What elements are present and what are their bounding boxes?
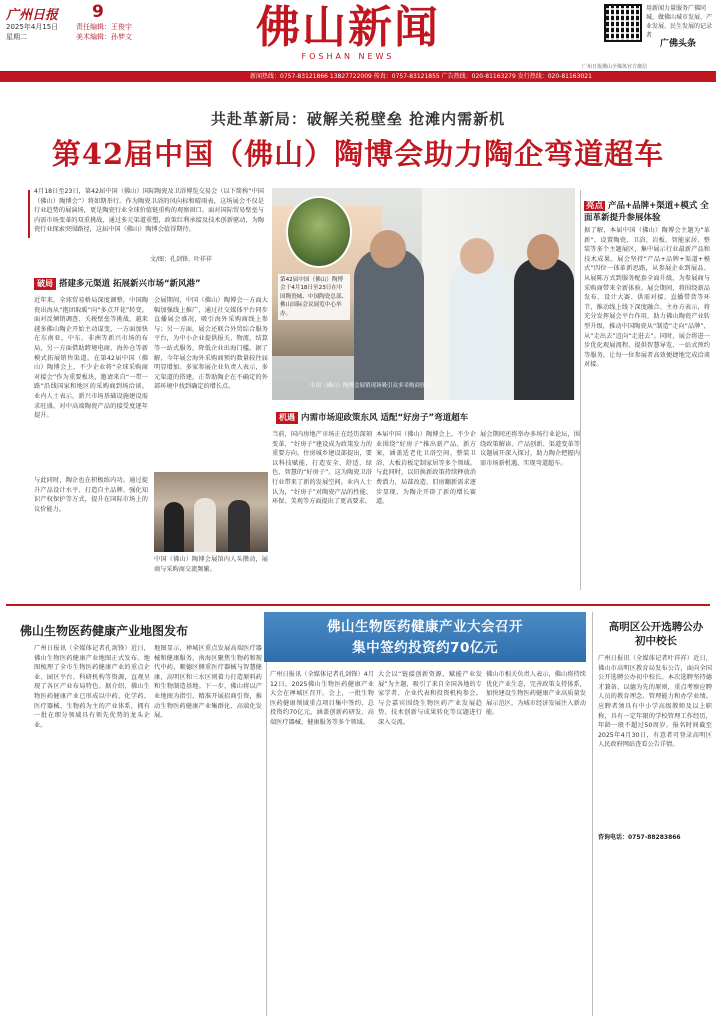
qr-description: 用新闻力量服务广佛同城，做佛山城市发展、产业发展、民生发展的记录者 [646, 5, 713, 39]
expo-hall-photo[interactable] [154, 472, 268, 552]
photo-person [164, 502, 184, 552]
article-column: 广州日报讯（全媒体记者叶祥祥）近日，佛山市高明区教育局发布公告，面向全国公开选聘公办初中校长。本次选聘坚持德才兼备、以德为先的原则，重点考察应聘人员的教育理念、管理能力和办学业绩。应聘者须具有中小学高级教师及以上职称，具有一定年限的学校管理工作经历，年龄一般不超过50周岁。报名时间截至2025年4月30日，有意者可登录高明区人民政府网站查看公告详情。 [598, 655, 712, 749]
photo-person [450, 260, 510, 400]
section-heading-breakthrough [34, 278, 268, 290]
inset-photo-caption: 第42届中国（佛山）陶博会于4月18日至23日在中国陶瓷城、中国陶瓷总部、佛山国际会议展览中心举办。 [278, 274, 350, 320]
article-column: 会展期间，中国（佛山）陶博会一方面大幅加强线上推广，通过社交媒体平台同步直播展会盛况，吸引海外采购商线上参与；另一方面，展会还联合外贸综合服务平台，为中小企业提供报关、物流、结算等一站式服务，降低企业出海门槛。据了解，今年展会海外采购商预约数量较往届明显增加。多家参展企业负责人表示，多元渠道的搭建，正帮助陶企在不确定的外部环境中找到确定的增长点。 [154, 297, 268, 391]
photo-person [228, 500, 250, 552]
section-title: 内需市场迎政策东风 适配“好房子”弯道超车 [301, 413, 469, 423]
lead-photo[interactable] [272, 188, 575, 400]
lead-paragraph: 4月18日至23日，第42届中国（佛山）国际陶瓷及卫浴博览交易会（以下简称“中国（佛山）陶博会”）将如期举行。作为陶瓷卫浴的风向标和晴雨表，这场展会不仅是行业趋势的展演场，更是陶瓷行业全球价值链重构的观察窗口。面对国际贸易壁垒与内需市场变革的双重挑战，通过多元渠道重塑，政策红利承接及技术创新驱动，为陶瓷行业探索突围路径，这届中国（佛山）陶博会值得期待。 [34, 188, 264, 234]
article-column: 展会期间还将举办多场行业论坛，围绕政策解读、产品创新、渠道变革等议题展开深入探讨，助力陶企把握内需市场新机遇，实现弯道超车。 [480, 431, 580, 467]
section-heading-opportunity [276, 412, 576, 424]
sidebar-text: 据了解，本届中国（佛山）陶博会主题为“革新”，设置陶瓷、卫浴、岩板、智能家居、整装等多个主题展区，集中展示行业最新产品和技术成果。展会坚持“产品+品牌+渠道+模式”四位一体革新思路，从参展企业到展品、从展陈方式到服务配套全面升级，为参展商与采购商带来全新体验。展会期间，将围绕新品发布、设计大赛、供需对接、直播带货等环节，推动线上线下深度融合。主办方表示，将充分发挥展会平台作用，助力佛山陶瓷产业转型升级，推动中国陶瓷从“制造”走向“品牌”，从“走出去”迈向“走进去”。同时，展会将进一步优化观展流程，提供智慧导览、一站式预约等服务，让每一位参展者高效便捷地完成洽谈对接。 [584, 227, 710, 369]
article-column: 广州日报讯（全媒体记者孔剑锋）近日，佛山生物医药健康产业地图正式发布。地图梳理了全市生物医药健康产业的重点企业、园区平台、科研机构等资源，直观呈现了各区产业布局特色。据介绍，佛山生物医药健康产业已形成以中药、化学药、医疗器械、生物药为主的产业体系，拥有一批在细分领域具有领先优势的龙头企业。 [34, 645, 150, 729]
paper-logo: 广州日报 [6, 8, 59, 23]
editor-line: 责任编辑：王俊宇 [76, 23, 132, 31]
photo-person-head [370, 230, 406, 268]
column-divider [592, 612, 593, 1016]
qr-code-pattern [606, 6, 640, 40]
editor-line: 美术编辑：孙梦文 [76, 33, 132, 41]
lead-headline: 第42届中国（佛山）陶博会助力陶企弯道超车 [51, 137, 665, 171]
section-tag: 破局 [34, 278, 56, 290]
section-pinyin: FOSHAN NEWS [301, 52, 395, 61]
column-divider [266, 612, 267, 1016]
article-column: 地图显示，禅城区重点发展高端医疗器械和健康服务，南海区聚焦生物药和现代中药，顺德区侧重医疗器械与智慧健康，高明区和三水区则着力打造原料药和生物制造基地。下一步，佛山将以产业地图为指引，精准开展招商引资，推动生物医药健康产业集群化、高端化发展。 [154, 645, 262, 720]
section-divider [6, 604, 710, 606]
story-banner[interactable] [264, 612, 586, 662]
sidebar-title: 产品+品牌+渠道+模式 全面革新提升参展体验 [584, 201, 709, 223]
article-column: 当前，国内房地产市场正在经历深刻变革，“好房子”建设成为政策发力的重要方向。住房城乡建设部提出，要以科技赋能，打造安全、舒适、绿色、智慧的“好房子”。这为陶瓷卫浴行业带来了新的发展空间。业内人士认为，“好房子”对陶瓷产品的性能、环保、美观等方面提出了更高要求。 [272, 431, 372, 506]
dateline [6, 22, 58, 42]
qr-account-name: 广佛头条 [660, 39, 697, 49]
photo-person-head [460, 238, 494, 274]
article-column: 大会以“链接创新资源，赋能产业发展”为主题，吸引了来自全国各地的专家学者、企业代表和投资机构参会。与会嘉宾围绕生物医药产业发展趋势、技术创新与成果转化等议题进行深入交流。 [378, 671, 482, 726]
inset-photo [286, 196, 352, 268]
editor-credits [76, 22, 132, 42]
photo-person-head [527, 234, 559, 270]
lead-accent-rule [28, 190, 30, 238]
masthead [0, 0, 716, 72]
section-title: 佛山新闻 [256, 2, 440, 53]
article-column: 佛山市相关负责人表示，佛山将持续优化产业生态，完善政策支持体系，加快建设生物医药健康产业高质量发展示范区，为城市经济发展注入新动能。 [486, 671, 586, 717]
section-title: 搭建多元渠道 拓展新兴市场“新风港” [59, 279, 201, 289]
sidebar-heading [584, 200, 712, 224]
hotline-bar: 新闻热线：0757-83121866 13827722009 传真：0757-83121855 广告热线：020-81163279 发行热线：020-81163021 [0, 72, 716, 82]
section-tag: 亮点 [586, 201, 604, 211]
expo-hall-photo-caption: 中国（佛山）陶博会展馆内人头攒动，展商与采购商交流频繁。 [154, 556, 268, 573]
banner-line: 佛山生物医药健康产业大会召开 [327, 619, 523, 635]
article-column: 近年来，全球贸易格局深度调整，中国陶瓷出海从“抱团取暖”向“多点开花”转变。面对反倾销调查、关税壁垒等挑战，越来越多佛山陶企开始主动谋变，一方面加快在东南亚、中东、非洲等新兴市场的布局，另一方面借助跨境电商、海外仓等新模式拓展销售渠道。在第42届中国（佛山）陶博会上，不少企业将“全球采购商对接会”作为重要板块，邀请来自“一带一路”沿线国家和地区的采购商到场洽谈。业内人士表示，新兴市场基础设施建设需求旺盛，对中高端陶瓷产品的接受度逐年提升。 [34, 297, 148, 420]
lead-byline: 文/图：孔剑锋、叶祥祥 [150, 256, 213, 263]
story-title[interactable]: 高明区公开选聘公办初中校长 [608, 621, 704, 647]
page-number: 9 [92, 2, 104, 22]
qr-note: 广州日报佛山全媒体官方微信 [582, 64, 648, 70]
column-divider [580, 190, 581, 590]
lead-photo-caption: 中国（佛山）陶博会展销现场吸引众多采购商驻足。 [310, 383, 437, 389]
consult-phone: 咨询电话：0757-88283866 [598, 834, 681, 841]
weekday: 星期二 [6, 33, 27, 41]
date: 2025年4月15日 [6, 23, 59, 31]
article-column: 广州日报讯（全媒体记者孔剑锋）4月12日，2025佛山生物医药健康产业大会在禅城区召开。会上，一批生物医药健康领域重点项目集中签约，总投资约70亿元，涵盖创新药研发、高端医疗器械、健康服务等多个领域。 [270, 671, 374, 726]
article-column: 本届中国（佛山）陶博会上，不少企业围绕“好房子”推出新产品、新方案，涵盖适老化卫浴空间、整装卫浴、大板岩板定制家居等多个领域。与此同时，以旧换新政策持续释放消费潜力，局部改造、旧房翻新需求逐步显现，为陶企开辟了新的增长赛道。 [376, 431, 476, 506]
section-tag: 机遇 [276, 412, 298, 424]
article-column: 与此同时，陶企也在积极练内功。通过提升产品设计水平、打造自主品牌、强化知识产权保护等方式，提升在国际市场上的议价能力。 [34, 477, 148, 513]
photo-person [514, 258, 574, 400]
banner-line: 集中签约投资约70亿元 [352, 640, 498, 656]
photo-person [194, 498, 216, 552]
lead-kicker: 共赴革新局：破解关税壁垒 抢滩内需新机 [210, 110, 506, 128]
story-title[interactable]: 佛山生物医药健康产业地图发布 [20, 624, 189, 638]
photo-person [354, 248, 424, 400]
